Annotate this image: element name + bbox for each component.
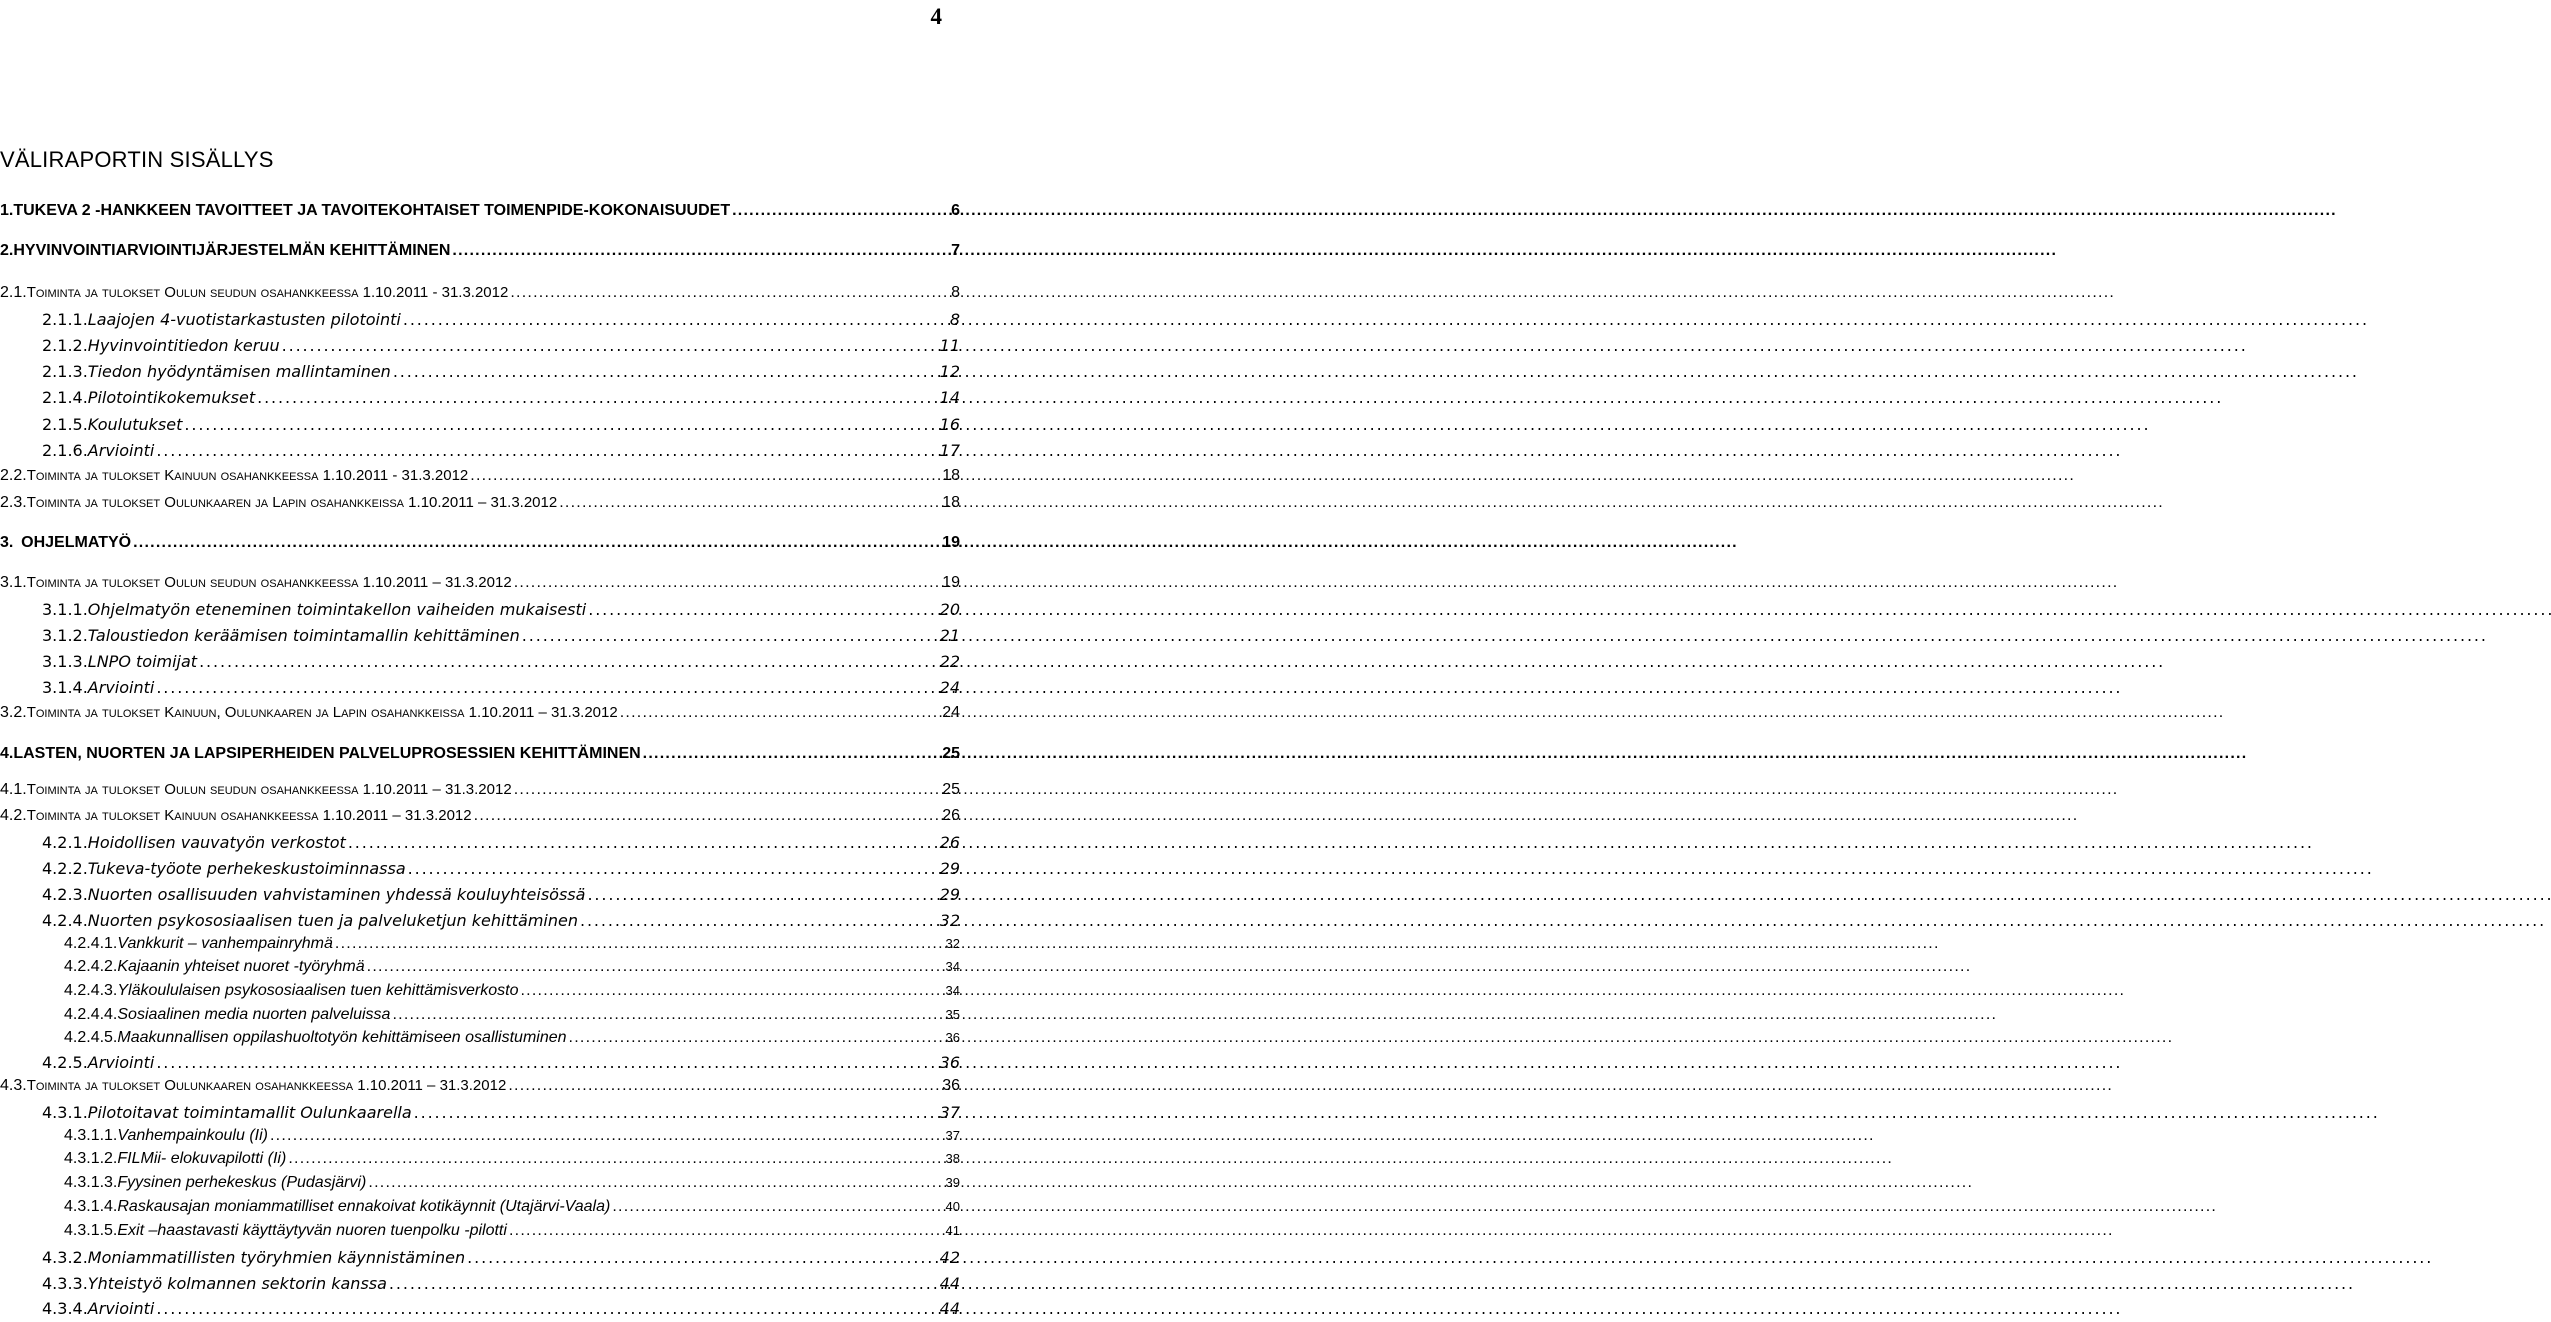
toc-entry-page: 21 — [939, 626, 960, 645]
page-title: VÄLIRAPORTIN SISÄLLYS — [0, 147, 274, 172]
toc-entry[interactable] — [42, 441, 960, 460]
toc-dot-leader — [509, 1222, 944, 1240]
toc-entry-number: 2.2. — [0, 467, 27, 484]
toc-entry-page: 35 — [945, 1007, 960, 1022]
toc-dot-leader — [588, 600, 937, 619]
toc-entry-number: 4.2.4. — [42, 911, 88, 930]
toc-dot-leader — [474, 807, 941, 825]
toc-entry[interactable] — [0, 574, 960, 592]
toc-entry-page: 44 — [939, 1299, 960, 1318]
toc-entry[interactable] — [42, 1103, 960, 1122]
toc-entry-page: 16 — [939, 415, 960, 434]
toc-dot-leader — [732, 202, 949, 220]
toc-entry[interactable] — [0, 704, 960, 722]
toc-entry-title: LASTEN, NUORTEN JA LAPSIPERHEIDEN PALVELUPROSESSIEN KEHITTÄMINEN — [13, 745, 641, 762]
toc-dot-leader — [288, 1150, 943, 1168]
toc-dot-leader — [620, 704, 940, 722]
toc-entry-title: Toiminta ja tulokset Kainuun, Oulunkaaren ja Lapin osahankkeissa 1.10.2011 – 31.3.2012 — [26, 704, 618, 721]
toc-entry-number: 4.3.1.2. — [64, 1150, 118, 1167]
toc-entry-page: 17 — [939, 441, 960, 460]
toc-entry[interactable] — [64, 935, 960, 953]
toc-dot-leader — [270, 1127, 944, 1145]
toc-entry-page: 42 — [939, 1248, 960, 1267]
toc-dot-leader — [587, 885, 937, 904]
toc-entry-page: 7 — [951, 242, 960, 259]
toc-entry-title: Arviointi — [87, 1053, 155, 1072]
toc-entry[interactable] — [64, 1006, 960, 1024]
toc-entry-number: 2.1.1. — [42, 310, 88, 329]
toc-dot-leader — [156, 1299, 937, 1318]
toc-entry-number: 4.3. — [0, 1077, 27, 1094]
toc-entry[interactable] — [42, 362, 960, 381]
toc-dot-leader — [414, 1103, 938, 1122]
toc-entry[interactable] — [64, 1198, 960, 1216]
toc-entry-title: Kajaanin yhteiset nuoret -työryhmä — [117, 958, 365, 975]
toc-entry-page: 40 — [945, 1199, 960, 1214]
toc-entry-title: TUKEVA 2 -HANKKEEN TAVOITTEET JA TAVOITEKOHTAISET TOIMENPIDE-KOKONAISUUDET — [13, 202, 731, 219]
toc-entry-number: 4.2. — [0, 807, 27, 824]
toc-entry-title: Ohjelmatyön eteneminen toimintakellon vaiheiden mukaisesti — [87, 600, 587, 619]
toc-entry-page: 32 — [939, 911, 960, 930]
toc-entry-page: 38 — [945, 1151, 960, 1166]
toc-entry[interactable] — [64, 1127, 960, 1145]
toc-entry-number: 4.2.2. — [42, 859, 88, 878]
toc-entry-title: Toiminta ja tulokset Oulun seudun osahankkeessa 1.10.2011 – 31.3.2012 — [26, 574, 512, 591]
toc-entry-page: 18 — [942, 494, 960, 511]
toc-dot-leader — [569, 1029, 944, 1047]
toc-entry-number: 3.1.4. — [42, 678, 88, 697]
toc-entry[interactable] — [42, 911, 960, 930]
toc-entry[interactable] — [42, 310, 960, 329]
toc-entry-title: Tiedon hyödyntämisen mallintaminen — [87, 362, 391, 381]
toc-entry-title: Raskausajan moniammatilliset ennakoivat kotikäynnit (Utajärvi-Vaala) — [117, 1198, 611, 1215]
toc-entry[interactable] — [42, 415, 960, 434]
toc-entry-page: 32 — [945, 936, 960, 951]
toc-dot-leader — [612, 1198, 943, 1216]
toc-entry-number: 3. — [0, 534, 14, 551]
toc-entry[interactable] — [42, 388, 960, 407]
toc-entry-page: 26 — [942, 807, 960, 824]
toc-dot-leader — [408, 859, 938, 878]
toc-entry-title: Toiminta ja tulokset Oulunkaaren osahankkeessa 1.10.2011 – 31.3.2012 — [26, 1077, 507, 1094]
toc-entry-page: 8 — [949, 310, 960, 329]
toc-entry-page: 37 — [945, 1128, 960, 1143]
toc-entry-title: Exit –haastavasti käyttäytyvän nuoren tuenpolku -pilotti — [117, 1222, 507, 1239]
toc-dot-leader — [403, 310, 948, 329]
toc-entry-page: 12 — [939, 362, 960, 381]
toc-dot-leader — [514, 574, 941, 592]
toc-entry[interactable] — [42, 859, 960, 878]
toc-entry-number: 4.3.1.3. — [64, 1174, 118, 1191]
toc-entry-number: 3.1.1. — [42, 600, 88, 619]
toc-dot-leader — [510, 284, 949, 302]
toc-dot-leader — [156, 1053, 937, 1072]
toc-entry-number: 4.3.4. — [42, 1299, 88, 1318]
toc-entry-number: 2.1.3. — [42, 362, 88, 381]
toc-entry-page: 34 — [945, 959, 960, 974]
toc-entry-title: HYVINVOINTIARVIOINTIJÄRJESTELMÄN KEHITTÄMINEN — [13, 242, 451, 259]
toc-dot-leader — [514, 781, 941, 799]
toc-dot-leader — [392, 1006, 943, 1024]
toc-entry-page: 11 — [939, 336, 960, 355]
toc-entry[interactable] — [0, 1077, 960, 1095]
toc-entry[interactable] — [64, 958, 960, 976]
toc-entry[interactable] — [42, 626, 960, 645]
toc-entry-number: 4.2.3. — [42, 885, 88, 904]
toc-entry-number: 2.1.5. — [42, 415, 88, 434]
toc-dot-leader — [508, 1077, 940, 1095]
toc-entry[interactable] — [0, 534, 960, 552]
toc-entry-page: 20 — [939, 600, 960, 619]
toc-entry-number: 4.1. — [0, 781, 27, 798]
toc-dot-leader — [156, 678, 937, 697]
toc-entry-title: Vanhempainkoulu (Ii) — [117, 1127, 268, 1144]
toc-entry-number: 2.1.4. — [42, 388, 88, 407]
toc-entry-title: Koulutukset — [87, 415, 183, 434]
toc-entry-page: 34 — [945, 983, 960, 998]
toc-dot-leader — [452, 242, 949, 260]
toc-dot-leader — [156, 441, 937, 460]
toc-entry-page: 24 — [939, 678, 960, 697]
toc-entry[interactable] — [42, 885, 960, 904]
toc-entry-page: 36 — [939, 1053, 960, 1072]
toc-entry-page: 19 — [942, 534, 960, 551]
toc-entry-number: 4.3.3. — [42, 1274, 88, 1293]
toc-dot-leader — [643, 745, 941, 763]
toc-entry-page: 39 — [945, 1175, 960, 1190]
toc-entry[interactable] — [42, 678, 960, 697]
toc-entry-title: Pilotoitavat toimintamallit Oulunkaarella — [87, 1103, 412, 1122]
toc-entry-number: 3.1.3. — [42, 652, 88, 671]
toc-entry-title: Tukeva-työote perhekeskustoiminnassa — [87, 859, 406, 878]
toc-entry-title: Taloustiedon keräämisen toimintamallin kehittäminen — [87, 626, 520, 645]
toc-entry[interactable] — [0, 807, 960, 825]
toc-entry-page: 29 — [939, 885, 960, 904]
toc-entry[interactable] — [42, 652, 960, 671]
toc-dot-leader — [522, 626, 938, 645]
toc-entry-page: 37 — [939, 1103, 960, 1122]
toc-entry-title: Arviointi — [87, 678, 155, 697]
toc-entry-page: 25 — [942, 781, 960, 798]
toc-entry[interactable] — [0, 202, 960, 220]
toc-entry-page: 14 — [939, 388, 960, 407]
toc-entry[interactable] — [0, 781, 960, 799]
toc-entry[interactable] — [0, 494, 960, 512]
toc-entry-title: Yhteistyö kolmannen sektorin kanssa — [87, 1274, 387, 1293]
toc-dot-leader — [368, 1174, 943, 1192]
toc-dot-leader — [348, 833, 938, 852]
toc-entry-page: 18 — [942, 467, 960, 484]
toc-entry-number: 4.2.4.4. — [64, 1006, 118, 1023]
toc-entry-title: Laajojen 4-vuotistarkastusten pilotointi — [87, 310, 401, 329]
toc-dot-leader — [133, 534, 940, 552]
toc-entry[interactable] — [42, 1299, 960, 1318]
toc-entry-number: 2.1. — [0, 284, 27, 301]
toc-entry-title: Maakunnallisen oppilashuoltotyön kehittämiseen osallistuminen — [117, 1029, 567, 1046]
toc-dot-leader — [389, 1274, 938, 1293]
toc-entry-title: Toiminta ja tulokset Kainuun osahankkeessa 1.10.2011 - 31.3.2012 — [26, 467, 469, 484]
toc-entry-title: Yläkoululaisen psykososiaalisen tuen kehittämisverkosto — [117, 982, 519, 999]
toc-entry-number: 3.1. — [0, 574, 27, 591]
toc-entry-number: 3.2. — [0, 704, 27, 721]
toc-entry[interactable] — [0, 284, 960, 302]
toc-entry-title: Toiminta ja tulokset Oulun seudun osahankkeessa 1.10.2011 - 31.3.2012 — [26, 284, 509, 301]
toc-entry-title: Pilotointikokemukset — [87, 388, 256, 407]
toc-dot-leader — [367, 958, 944, 976]
toc-entry-title: Toiminta ja tulokset Kainuun osahankkeessa 1.10.2011 – 31.3.2012 — [26, 807, 472, 824]
toc-dot-leader — [559, 494, 940, 512]
toc-dot-leader — [184, 415, 937, 434]
toc-entry[interactable] — [64, 1222, 960, 1240]
toc-entry[interactable] — [42, 336, 960, 355]
toc-entry-title: Hyvinvointitiedon keruu — [87, 336, 280, 355]
toc-entry-number: 4. — [0, 745, 14, 762]
toc-entry[interactable] — [0, 242, 960, 260]
toc-entry-title: Nuorten osallisuuden vahvistaminen yhdessä kouluyhteisössä — [87, 885, 586, 904]
toc-entry[interactable] — [42, 1274, 960, 1293]
toc-dot-leader — [282, 336, 938, 355]
toc-entry[interactable] — [0, 467, 960, 485]
toc-entry-title: Fyysinen perhekeskus (Pudasjärvi) — [117, 1174, 367, 1191]
toc-entry-title: Arviointi — [87, 1299, 155, 1318]
toc-entry-number: 4.2.4.2. — [64, 958, 118, 975]
toc-entry-title: Toiminta ja tulokset Oulunkaaren ja Lapin osahankkeissa 1.10.2011 – 31.3.2012 — [26, 494, 558, 511]
toc-entry-title: Sosiaalinen media nuorten palveluissa — [117, 1006, 391, 1023]
toc-dot-leader — [467, 1248, 937, 1267]
toc-entry-number: 4.3.1.4. — [64, 1198, 118, 1215]
toc-dot-leader — [580, 911, 938, 930]
toc-dot-leader — [520, 982, 943, 1000]
toc-entry-page: 6 — [951, 202, 960, 219]
toc-entry-title: Nuorten psykososiaalisen tuen ja palveluketjun kehittäminen — [87, 911, 578, 930]
toc-entry-page: 19 — [942, 574, 960, 591]
page-number: 4 — [930, 4, 942, 29]
toc-entry-page: 22 — [939, 652, 960, 671]
toc-entry[interactable] — [42, 1053, 960, 1072]
toc-entry-page: 41 — [945, 1223, 960, 1238]
toc-entry[interactable] — [64, 982, 960, 1000]
toc-entry-page: 26 — [939, 833, 960, 852]
toc-entry-number: 4.3.1.1. — [64, 1127, 118, 1144]
toc-entry-number: 2.3. — [0, 494, 27, 511]
toc-entry-title: LNPO toimijat — [87, 652, 198, 671]
toc-dot-leader — [393, 362, 938, 381]
toc-dot-leader — [257, 388, 938, 407]
toc-entry-number: 4.2.5. — [42, 1053, 88, 1072]
toc-entry[interactable] — [64, 1029, 960, 1047]
toc-entry-number: 4.3.1. — [42, 1103, 88, 1122]
toc-entry-number: 3.1.2. — [42, 626, 88, 645]
toc-entry-page: 8 — [951, 284, 960, 301]
toc-dot-leader — [470, 467, 940, 485]
toc-entry[interactable] — [0, 745, 960, 763]
toc-entry-number: 2. — [0, 242, 14, 259]
toc-entry-number: 4.3.1.5. — [64, 1222, 118, 1239]
toc-entry-title: Vankkurit – vanhempainryhmä — [117, 935, 333, 952]
toc-entry[interactable] — [64, 1150, 960, 1168]
toc-dot-leader — [199, 652, 938, 671]
toc-entry-page: 25 — [942, 745, 960, 762]
toc-entry-page: 29 — [939, 859, 960, 878]
toc-dot-leader — [335, 935, 944, 953]
toc-entry-page: 36 — [942, 1077, 960, 1094]
toc-entry-title: Toiminta ja tulokset Oulun seudun osahankkeessa 1.10.2011 – 31.3.2012 — [26, 781, 512, 798]
toc-entry-title: OHJELMATYÖ — [21, 534, 132, 551]
toc-entry-number: 2.1.6. — [42, 441, 88, 460]
toc-entry-number: 4.2.1. — [42, 833, 88, 852]
toc-entry-title: FILMii- elokuvapilotti (Ii) — [117, 1150, 287, 1167]
toc-entry-number: 4.2.4.3. — [64, 982, 118, 999]
toc-entry-number: 4.3.2. — [42, 1248, 88, 1267]
toc-entry-page: 36 — [945, 1030, 960, 1045]
toc-entry-title: Hoidollisen vauvatyön verkostot — [87, 833, 346, 852]
toc-entry[interactable] — [42, 600, 960, 619]
toc-entry-number: 2.1.2. — [42, 336, 88, 355]
toc-entry-title: Moniammatillisten työryhmien käynnistäminen — [87, 1248, 466, 1267]
toc-entry[interactable] — [42, 1248, 960, 1267]
toc-entry-page: 24 — [942, 704, 960, 721]
toc-entry[interactable] — [42, 833, 960, 852]
toc-entry-number: 4.2.4.1. — [64, 935, 118, 952]
toc-entry-title: Arviointi — [87, 441, 155, 460]
toc-entry[interactable] — [64, 1174, 960, 1192]
toc-entry-number: 1. — [0, 202, 14, 219]
toc-entry-number: 4.2.4.5. — [64, 1029, 118, 1046]
toc-entry-page: 44 — [939, 1274, 960, 1293]
